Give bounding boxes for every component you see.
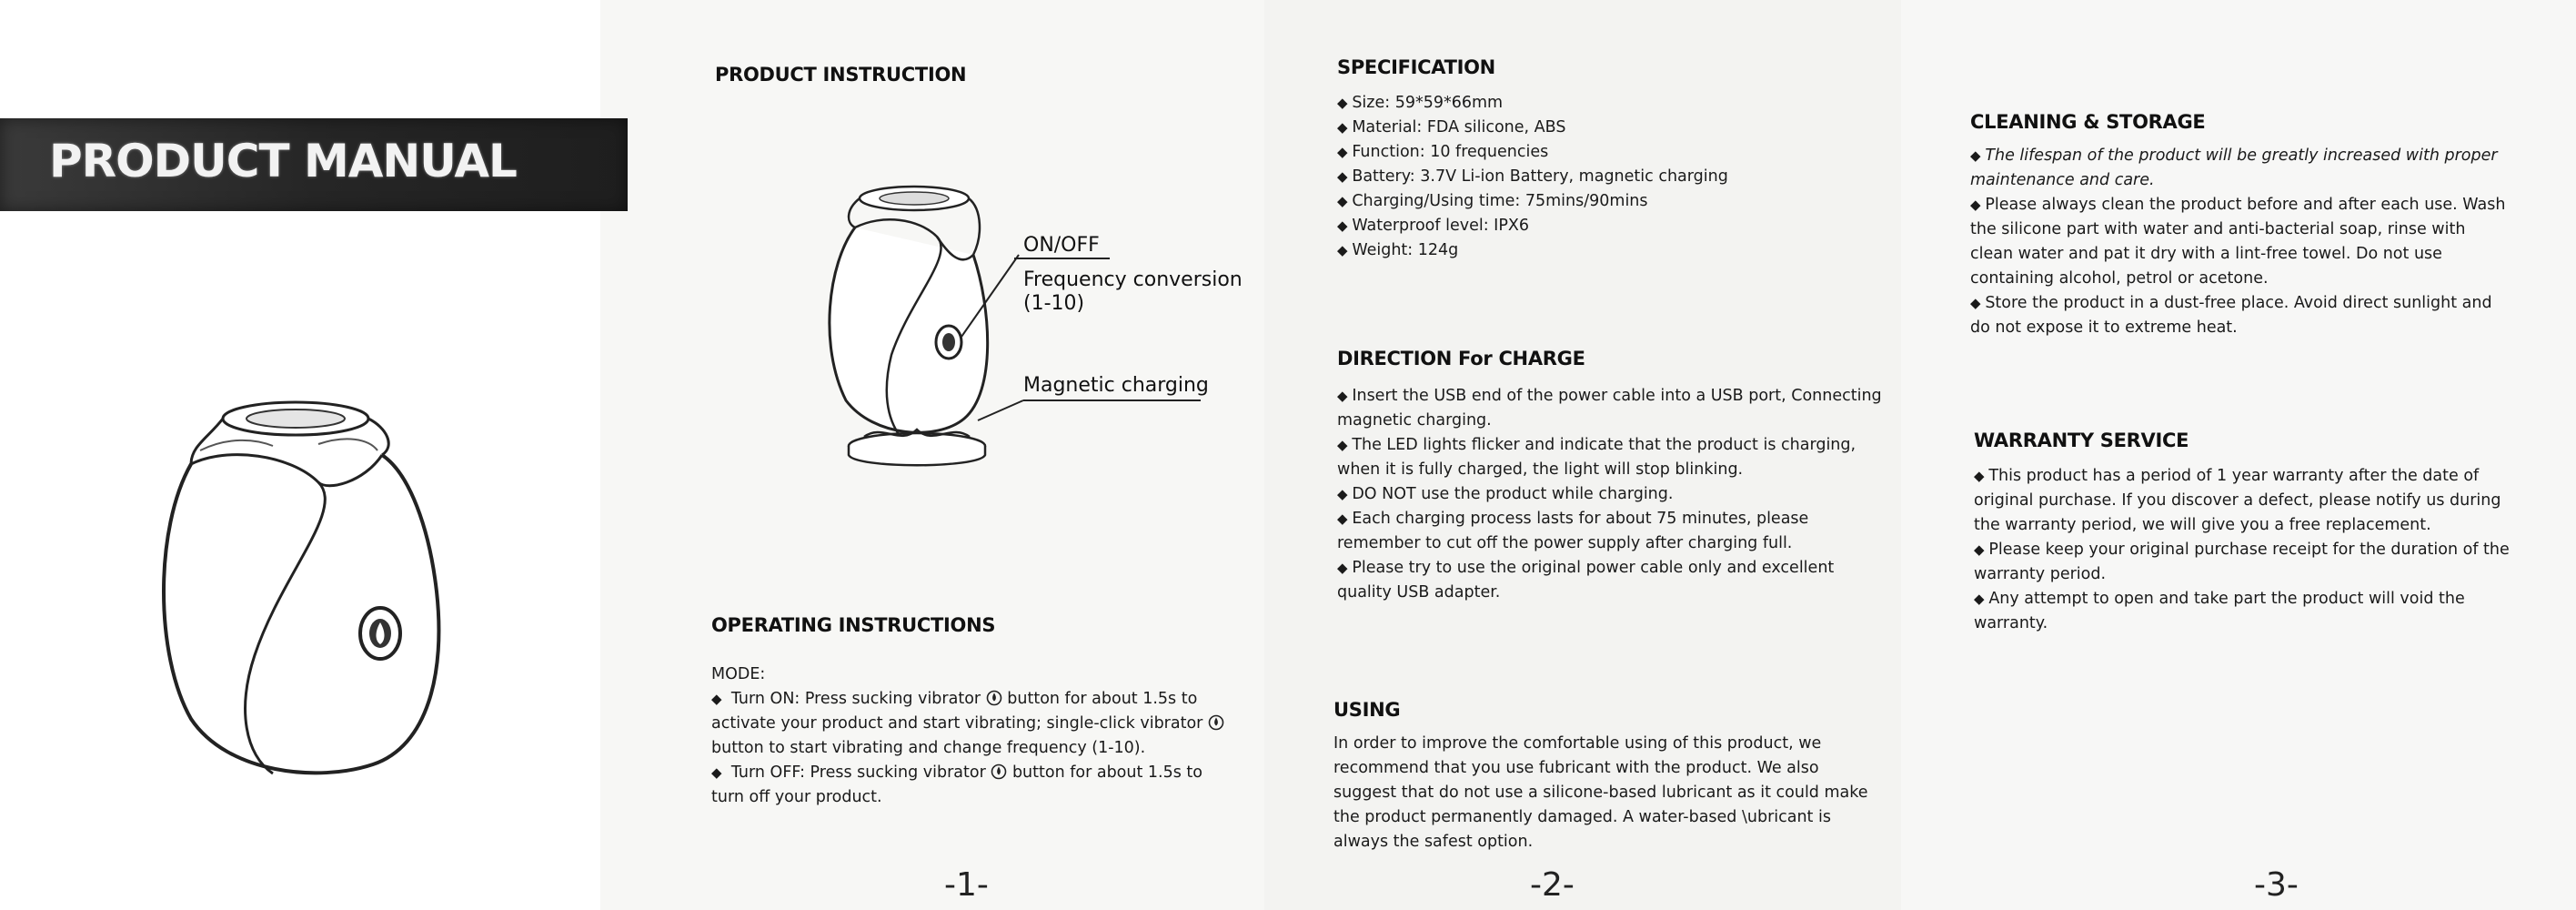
charge-item-1-line-2: magnetic charging. [1337, 411, 1492, 430]
turn-on-line-1 [711, 687, 1257, 712]
spec-battery: ◆ Battery: 3.7V Li-ion Battery, magnetic charging [1337, 165, 1728, 189]
turn-on-line-2 [711, 712, 1257, 736]
specification-heading: SPECIFICATION [1337, 56, 1495, 78]
cleaning-line-6: containing alcohol, petrol or acetone. [1970, 269, 2269, 288]
cleaning-line-2: maintenance and care. [1970, 171, 2155, 189]
cleaning-line-4: the silicone part with water and anti-bacterial soap, rinse with [1970, 220, 2466, 238]
spec-charging-time: ◆ Charging/Using time: 75mins/90mins [1337, 189, 1728, 214]
charge-item-4-line-2: remember to cut off the power supply after charging full. [1337, 534, 1793, 552]
warranty-line-1: ◆ This product has a period of 1 year warranty after the date of [1974, 464, 2556, 489]
turn-on-text-1: Turn ON: Press sucking vibrator [730, 690, 981, 708]
cleaning-line-8: do not expose it to extreme heat. [1970, 318, 2238, 337]
using-heading: USING [1333, 699, 1401, 721]
charge-item-4-line-1: ◆ Each charging process lasts for about 75 minutes, please [1337, 507, 1883, 531]
turn-off-text-1: Turn OFF: Press sucking vibrator [730, 763, 986, 782]
warranty-line-2: original purchase. If you discover a defect, please notify us during [1974, 491, 2501, 510]
cleaning-line-3: ◆ Please always clean the product before and after each use. Wash [1970, 193, 2552, 217]
spec-waterproof: ◆ Waterproof level: IPX6 [1337, 214, 1728, 238]
magnetic-underline [1023, 399, 1205, 402]
spec-function: ◆ Function: 10 frequencies [1337, 140, 1728, 165]
frequency-conversion-label: Frequency conversion [1023, 268, 1243, 291]
cleaning-line-5: clean water and pat it dry with a lint-free towel. Do not use [1970, 245, 2442, 263]
cleaning-storage-body [1970, 144, 2552, 340]
using-line-5: always the safest option. [1333, 833, 1534, 851]
charge-instructions [1337, 384, 1883, 605]
turn-on-line-3: button to start vibrating and change frequency (1-10). [711, 739, 1146, 757]
warranty-line-4: ◆ Please keep your original purchase receipt for the duration of the [1974, 538, 2556, 562]
page-number-3: -3- [2254, 866, 2299, 904]
vibrator-button-icon [1208, 714, 1224, 731]
turn-off-line-1 [711, 761, 1257, 785]
product-instruction-heading: PRODUCT INSTRUCTION [715, 64, 967, 86]
cleaning-line-1: ◆ The lifespan of the product will be greatly increased with proper [1970, 144, 2552, 168]
product-manual-banner [0, 118, 628, 211]
charge-item-1-line-1: ◆ Insert the USB end of the power cable into a USB port, Connecting [1337, 384, 1883, 409]
frequency-range-label: (1-10) [1023, 292, 1085, 315]
vibrator-button-icon [991, 763, 1007, 780]
warranty-service-body [1974, 464, 2556, 636]
cover-product-illustration [136, 382, 482, 801]
product-diagram [800, 182, 1028, 473]
spec-weight: ◆ Weight: 124g [1337, 238, 1728, 263]
spec-material: ◆ Material: FDA silicone, ABS [1337, 116, 1728, 140]
using-line-2: recommend that you use fubricant with the product. We also [1333, 759, 1819, 777]
warranty-line-6: ◆ Any attempt to open and take part the product will void the [1974, 587, 2556, 612]
direction-for-charge-heading: DIRECTION For CHARGE [1337, 348, 1585, 369]
charge-item-2-line-1: ◆ The LED lights flicker and indicate that the product is charging, [1337, 433, 1883, 458]
cleaning-line-7: ◆ Store the product in a dust-free place. Avoid direct sunlight and [1970, 291, 2552, 316]
mode-label: MODE: [711, 665, 766, 683]
charge-item-3-line-1: ◆ DO NOT use the product while charging. [1337, 482, 1883, 507]
charge-item-5-line-2: quality USB adapter. [1337, 583, 1501, 602]
charge-item-5-line-1: ◆ Please try to use the original power cable only and excellent [1337, 556, 1883, 581]
turn-off-line-2: turn off your product. [711, 788, 882, 806]
turn-on-text-2: button for about 1.5s to [1007, 690, 1198, 708]
page-3 [1901, 0, 2576, 910]
operating-instructions-heading: OPERATING INSTRUCTIONS [711, 614, 996, 636]
using-line-4: the product permanently damaged. A water-based \ubricant is [1333, 808, 1831, 826]
specification-list [1337, 91, 1728, 263]
page-number-1: -1- [944, 866, 989, 904]
charge-item-2-line-2: when it is fully charged, the light will stop blinking. [1337, 460, 1744, 479]
spec-size: ◆ Size: 59*59*66mm [1337, 91, 1728, 116]
turn-off-text-2: button for about 1.5s to [1011, 763, 1202, 782]
using-line-1: In order to improve the comfortable using of this product, we [1333, 734, 1822, 753]
magnetic-charging-label: Magnetic charging [1023, 374, 1209, 397]
vibrator-button-icon [986, 690, 1002, 706]
turn-on-text-3: activate your product and start vibrating; single-click vibrator [711, 714, 1203, 733]
page-number-2: -2- [1530, 866, 1575, 904]
using-line-3: suggest that do not use a silicone-based lubricant as it could make [1333, 784, 1868, 802]
warranty-line-5: warranty period. [1974, 565, 2107, 583]
warranty-line-3: the warranty period, we will give you a free replacement. [1974, 516, 2431, 534]
cover-title: PRODUCT MANUAL [49, 135, 517, 187]
page-2 [1264, 0, 1901, 910]
cleaning-storage-heading: CLEANING & STORAGE [1970, 111, 2206, 133]
warranty-service-heading: WARRANTY SERVICE [1974, 430, 2189, 451]
page-1 [600, 0, 1264, 910]
using-paragraph [1333, 732, 1888, 854]
warranty-line-7: warranty. [1974, 614, 2048, 632]
on-off-label: ON/OFF [1023, 234, 1100, 257]
operating-instructions-body [711, 662, 1257, 810]
